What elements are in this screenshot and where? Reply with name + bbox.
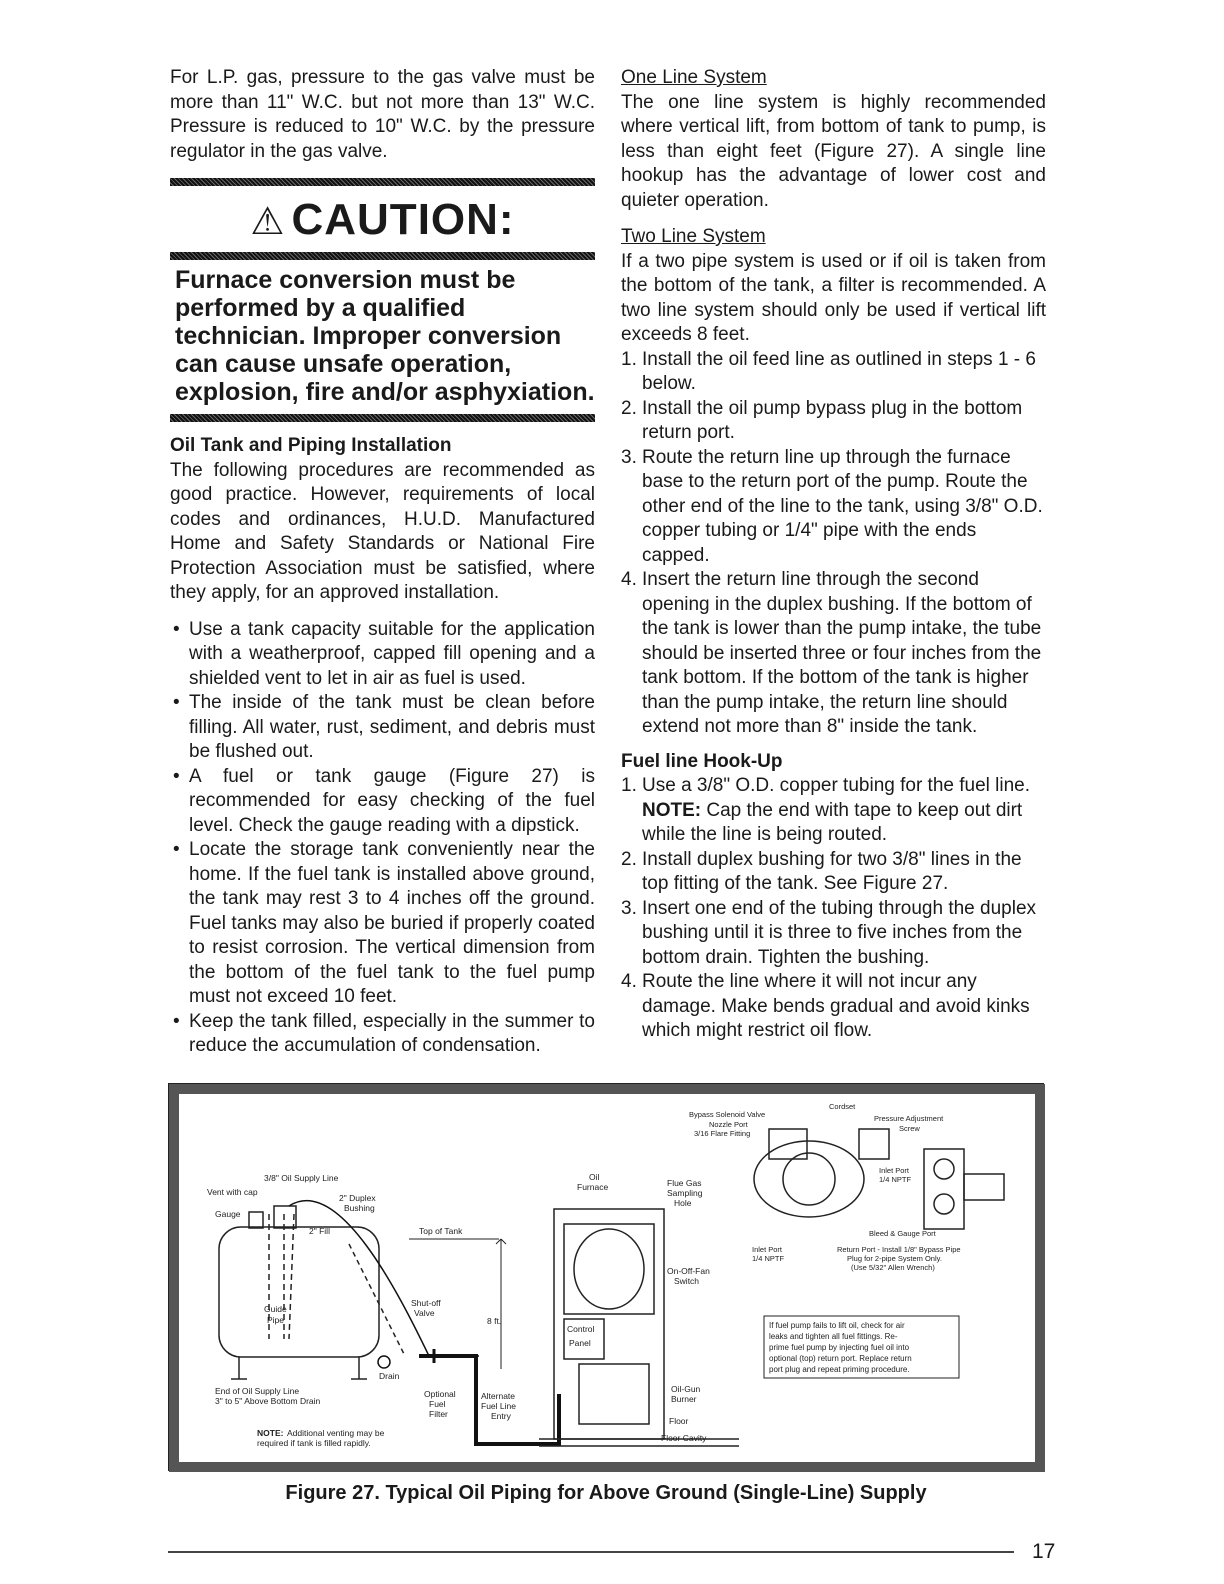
fuel-line-heading: Fuel line Hook-Up <box>621 750 783 772</box>
tank-bullet-list <box>170 618 595 1059</box>
list-item: 4. Route the line where it will not incur any damage. Make bends gradual and avoid kinks which might restrict oil flow. <box>621 971 1030 1041</box>
two-line-steps <box>621 348 1046 740</box>
svg-text:3/16 Flare Fitting: 3/16 Flare Fitting <box>694 1129 751 1138</box>
svg-text:Bypass Solenoid Valve: Bypass Solenoid Valve <box>689 1110 766 1119</box>
svg-text:Return Port - Install 1/8" Byp: Return Port - Install 1/8" Bypass Pipe <box>837 1245 961 1254</box>
svg-text:End of Oil Supply Line: End of Oil Supply Line <box>215 1386 300 1396</box>
caution-mid-rule <box>170 252 595 260</box>
caution-top-rule <box>170 178 595 186</box>
svg-text:Filter: Filter <box>429 1409 448 1419</box>
svg-text:port plug and repeat priming p: port plug and repeat priming procedure. <box>769 1365 910 1374</box>
list-item: 1. Install the oil feed line as outlined in steps 1 - 6 below. <box>621 348 1036 394</box>
list-item: • Locate the storage tank conveniently near the home. If the fuel tank is installed above ground, the tank may rest 3 to 4 inches off the ground. Fuel tanks may also be buried if properly coated to resist corrosion. The vertical dimension from the bottom of the fuel tank to the fuel pump must not exceed 10 feet. <box>170 838 595 1010</box>
list-item: • The inside of the tank must be clean before filling. All water, rust, sediment, and debris must be flushed out. <box>170 691 595 765</box>
svg-text:optional (top) return port. Re: optional (top) return port. Replace return <box>769 1354 912 1363</box>
svg-text:Screw: Screw <box>899 1124 920 1133</box>
list-item: 4. Insert the return line through the second opening in the duplex bushing. If the bottom of the tank is lower than the pump intake, the tube should be inserted three or four inches from the tank bottom. If the bottom of the tank is higher than the pump intake, the return line should extend not more than 8" inside the tank. <box>621 569 1042 737</box>
svg-text:Gauge: Gauge <box>215 1209 241 1219</box>
svg-text:2" Duplex: 2" Duplex <box>339 1193 376 1203</box>
svg-text:Optional: Optional <box>424 1389 456 1399</box>
figure-caption: Figure 27. Typical Oil Piping for Above Ground (Single-Line) Supply <box>285 1482 927 1504</box>
list-item: 1. Use a 3/8" O.D. copper tubing for the fuel line. NOTE: Cap the end with tape to keep out dirt while the line is being routed. <box>621 775 1031 845</box>
svg-text:Oil-Gun: Oil-Gun <box>671 1384 701 1394</box>
figure-inner <box>179 1094 1035 1462</box>
svg-text:Additional venting may be: Additional venting may be <box>287 1428 385 1438</box>
svg-text:Cordset: Cordset <box>829 1102 856 1111</box>
svg-text:Oil: Oil <box>589 1172 600 1182</box>
svg-text:Guide: Guide <box>264 1304 287 1314</box>
list-item: • A fuel or tank gauge (Figure 27) is recommended for easy checking of the fuel level. Check the gauge reading with a dipstick. <box>170 765 595 839</box>
svg-text:Hole: Hole <box>674 1198 692 1208</box>
svg-text:Inlet Port: Inlet Port <box>752 1245 783 1254</box>
svg-text:prime fuel pump by injecting f: prime fuel pump by injecting fuel oil into <box>769 1343 910 1352</box>
svg-text:NOTE:: NOTE: <box>257 1428 284 1438</box>
svg-text:Bleed & Gauge Port: Bleed & Gauge Port <box>869 1229 936 1238</box>
svg-text:1/4 NPTF: 1/4 NPTF <box>752 1254 785 1263</box>
svg-text:Furnace: Furnace <box>577 1182 609 1192</box>
one-line-heading: One Line System <box>621 67 767 88</box>
one-line-text: The one line system is highly recommended where vertical lift, from bottom of tank to pump, is less than eight feet (Figure 27). A single line hookup has the advantage of lower cost and quieter operation. <box>621 91 1046 211</box>
svg-text:Nozzle Port: Nozzle Port <box>709 1120 748 1129</box>
supply-line <box>289 1201 559 1444</box>
section-intro: The following procedures are recommended as good practice. However, requirements of local codes and ordinances, H.U.D. Manufactured Home and Safety Standards or National Fire Protection Association must be satisfied, where they apply, for an approved installation. <box>170 459 595 603</box>
svg-text:Valve: Valve <box>414 1308 435 1318</box>
svg-text:Entry: Entry <box>491 1411 511 1421</box>
svg-text:Alternate: Alternate <box>481 1391 516 1401</box>
svg-text:Fuel: Fuel <box>429 1399 446 1409</box>
warning-triangle-icon: ⚠ <box>250 201 286 243</box>
figure-labels <box>207 1102 961 1448</box>
svg-text:leaks and tighten all fuel fit: leaks and tighten all fuel fittings. Re- <box>769 1332 898 1341</box>
list-item: 3. Route the return line up through the furnace base to the return port of the pump. Route the other end of the line to the tank, using 3/8" O.D. copper tubing or 1/4" pipe with the ends capped. <box>621 446 1043 566</box>
two-line-heading: Two Line System <box>621 226 766 247</box>
right-column <box>621 66 1046 1044</box>
caution-bottom-rule <box>170 414 595 422</box>
svg-text:Pressure Adjustment: Pressure Adjustment <box>874 1114 944 1123</box>
list-item: 2. Install the oil pump bypass plug in the bottom return port. <box>621 397 1023 443</box>
svg-text:Inlet Port: Inlet Port <box>879 1166 910 1175</box>
svg-text:2" Fill: 2" Fill <box>309 1226 330 1236</box>
oil-piping-diagram <box>179 1094 1035 1462</box>
list-item: • Keep the tank filled, especially in the summer to reduce the accumulation of condensation. <box>170 1010 595 1059</box>
figure-27 <box>168 1083 1044 1471</box>
svg-text:Fuel Line: Fuel Line <box>481 1401 516 1411</box>
lp-gas-paragraph: For L.P. gas, pressure to the gas valve must be more than 11" W.C. but not more than 13" W.C. Pressure is reduced to 10" W.C. by the pressure regulator in the gas valve. <box>170 67 595 162</box>
svg-text:required if tank is filled rap: required if tank is filled rapidly. <box>257 1438 371 1448</box>
svg-text:Vent with cap: Vent with cap <box>207 1187 258 1197</box>
svg-text:On-Off-Fan: On-Off-Fan <box>667 1266 710 1276</box>
caution-title: ⚠ CAUTION: <box>250 195 515 244</box>
footer-rule <box>168 1551 1014 1553</box>
svg-text:Control: Control <box>567 1324 595 1334</box>
fuel-line-steps <box>621 774 1046 1044</box>
svg-text:Shut-off: Shut-off <box>411 1298 441 1308</box>
page-number: 17 <box>1032 1540 1056 1563</box>
svg-text:Burner: Burner <box>671 1394 697 1404</box>
svg-text:8 ft.: 8 ft. <box>487 1316 502 1326</box>
left-column <box>170 66 595 1059</box>
svg-text:1/4 NPTF: 1/4 NPTF <box>879 1175 912 1184</box>
svg-text:Flue Gas: Flue Gas <box>667 1178 702 1188</box>
svg-text:(Use 5/32" Allen Wrench): (Use 5/32" Allen Wrench) <box>851 1263 935 1272</box>
svg-text:Drain: Drain <box>379 1371 400 1381</box>
svg-text:If fuel pump fails to lift oil: If fuel pump fails to lift oil, check for air <box>769 1321 905 1330</box>
list-item: 2. Install duplex bushing for two 3/8" lines in the top fitting of the tank. See Figure 27. <box>621 848 1022 894</box>
svg-text:Panel: Panel <box>569 1338 591 1348</box>
svg-text:Plug for 2-pipe System Only.: Plug for 2-pipe System Only. <box>847 1254 942 1263</box>
list-item: 3. Insert one end of the tubing through the duplex bushing until it is three to five inches from the bottom drain. Tighten the bushing. <box>621 897 1037 968</box>
list-item: • Use a tank capacity suitable for the application with a weatherproof, capped fill opening and a shielded vent to let in air as fuel is used. <box>170 618 595 692</box>
svg-text:3/8" Oil Supply Line: 3/8" Oil Supply Line <box>264 1173 339 1183</box>
svg-text:Floor Cavity: Floor Cavity <box>661 1433 707 1443</box>
svg-text:Switch: Switch <box>674 1276 700 1286</box>
svg-text:Bushing: Bushing <box>344 1203 375 1213</box>
svg-text:Sampling: Sampling <box>667 1188 703 1198</box>
two-line-text: If a two pipe system is used or if oil is taken from the bottom of the tank, a filter is recommended. A two line system should only be used if vertical lift exceeds 8 feet. <box>621 250 1046 345</box>
svg-text:Pipe: Pipe <box>267 1315 285 1325</box>
svg-text:Floor: Floor <box>669 1416 689 1426</box>
caution-body: Furnace conversion must be performed by a qualified technician. Improper conversion can cause unsafe operation, explosion, fire and/or asphyxiation. <box>175 266 595 406</box>
section-heading: Oil Tank and Piping Installation <box>170 435 452 456</box>
svg-text:3" to 5" Above Bottom Drain: 3" to 5" Above Bottom Drain <box>215 1396 321 1406</box>
svg-text:Top of Tank: Top of Tank <box>419 1226 463 1236</box>
